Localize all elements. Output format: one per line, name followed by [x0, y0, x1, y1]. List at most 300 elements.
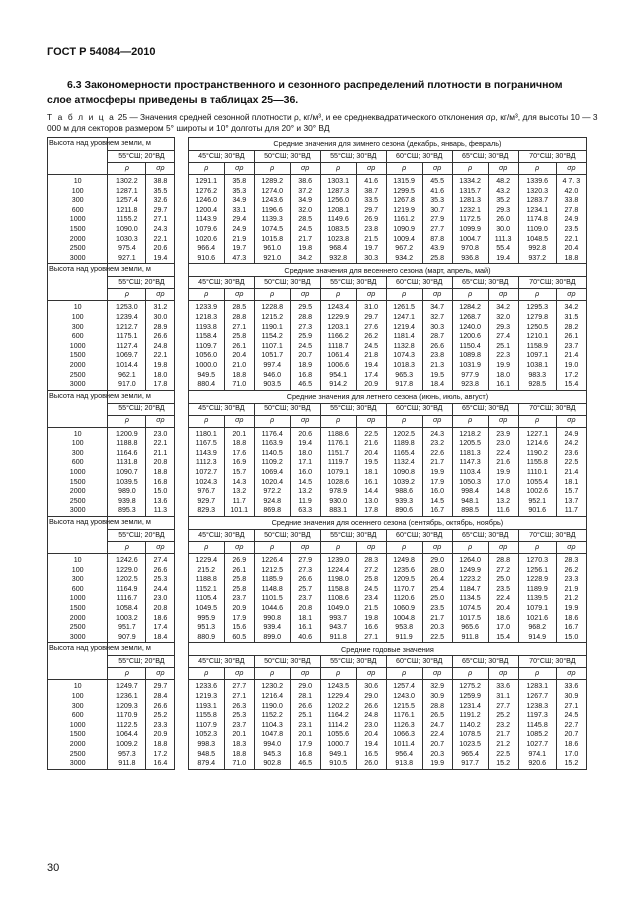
rho-value: 928.5 — [518, 380, 556, 390]
rho-value: 1030.3 — [108, 235, 146, 245]
rho-value: 1132.8 — [386, 342, 422, 352]
sigma-value: 23.6 — [556, 449, 586, 459]
rho-value: 1003.2 — [108, 614, 146, 624]
gap-cell — [175, 633, 188, 643]
sector-label: 55°СШ; 20°ВД — [108, 403, 175, 415]
sigma-value: 20.4 — [224, 351, 254, 361]
rho-value: 1145.8 — [518, 721, 556, 731]
sigma-value: 87.8 — [422, 235, 452, 245]
sector-label: 70°СШ; 30°ВД — [518, 277, 586, 289]
sigma-value: 23.7 — [556, 342, 586, 352]
sigma-value: 15.4 — [488, 633, 518, 643]
rho-value: 1200.6 — [452, 332, 488, 342]
sigma-value: 33.8 — [556, 196, 586, 206]
rho-value: 1202.2 — [320, 702, 356, 712]
table-caption — [47, 112, 607, 134]
rho-value: 1002.6 — [518, 487, 556, 497]
table-row — [48, 301, 587, 313]
rho-value: 1205.5 — [452, 439, 488, 449]
sigma-value: 46.5 — [290, 380, 320, 390]
sector-row — [48, 151, 587, 163]
section-title-row — [48, 138, 587, 151]
sigma-value: 21.5 — [356, 235, 386, 245]
sigma-symbol: σρ — [422, 163, 452, 175]
section-title-row — [48, 264, 587, 277]
rho-value: 1055.4 — [518, 478, 556, 488]
sigma-value: 71.0 — [224, 380, 254, 390]
rho-value: 1011.4 — [386, 740, 422, 750]
rho-value: 1047.8 — [254, 730, 290, 740]
sigma-value: 18.0 — [488, 371, 518, 381]
sigma-symbol: σρ — [556, 289, 586, 301]
rho-symbol: ρ — [188, 668, 224, 680]
section-title: Средние значения для весеннего сезона (март, апрель, май) — [188, 264, 586, 277]
sigma-symbol: σρ — [488, 163, 518, 175]
rho-value: 977.9 — [452, 371, 488, 381]
sigma-value: 27.1 — [224, 692, 254, 702]
rho-value: 1119.7 — [320, 458, 356, 468]
sector-label: 50°СШ; 30°ВД — [254, 151, 320, 163]
sigma-value: 18.6 — [556, 614, 586, 624]
sigma-value: 21.7 — [422, 614, 452, 624]
rho-value: 1126.3 — [386, 721, 422, 731]
table-row — [48, 225, 587, 235]
table-row — [48, 254, 587, 264]
sigma-value: 19.4 — [356, 740, 386, 750]
sigma-value: 27.4 — [146, 554, 175, 566]
rho-value: 1200.4 — [188, 206, 224, 216]
rho-value: 993.7 — [320, 614, 356, 624]
rho-value: 1103.4 — [452, 468, 488, 478]
rho-value: 1101.5 — [254, 594, 290, 604]
height-value: 600 — [48, 458, 108, 468]
sigma-value: 41.6 — [422, 187, 452, 197]
sigma-value: 19.4 — [488, 254, 518, 264]
rho-value: 1212.5 — [254, 566, 290, 576]
gap-cell — [175, 530, 188, 542]
table-row — [48, 244, 587, 254]
rho-value: 974.1 — [518, 750, 556, 760]
rho-value: 946.0 — [254, 371, 290, 381]
rho-symbol: ρ — [108, 163, 146, 175]
sigma-value: 20.6 — [290, 427, 320, 439]
rho-value: 943.7 — [320, 623, 356, 633]
sigma-value: 26.1 — [224, 342, 254, 352]
gap-cell — [175, 487, 188, 497]
sigma-symbol: σρ — [224, 163, 254, 175]
sigma-value: 19.5 — [356, 458, 386, 468]
rho-value: 1170.9 — [108, 711, 146, 721]
rho-symbol: ρ — [320, 163, 356, 175]
rho-value: 1227.1 — [518, 427, 556, 439]
rho-value: 1196.6 — [254, 206, 290, 216]
rho-value: 1024.3 — [188, 478, 224, 488]
sigma-value: 34.2 — [488, 301, 518, 313]
rho-value: 965.6 — [452, 623, 488, 633]
table-row — [48, 759, 587, 769]
rho-value: 1295.3 — [518, 301, 556, 313]
sigma-value: 17.4 — [356, 371, 386, 381]
rho-symbol: ρ — [108, 289, 146, 301]
gap-cell — [175, 380, 188, 390]
section-title-row — [48, 517, 587, 530]
rho-value: 1233.6 — [188, 680, 224, 692]
sigma-value: 32.7 — [422, 313, 452, 323]
sigma-symbol: σρ — [488, 289, 518, 301]
rho-value: 1234.1 — [518, 206, 556, 216]
sigma-symbol: σρ — [290, 289, 320, 301]
sector-label: 65°СШ; 30°ВД — [452, 151, 518, 163]
table-row — [48, 332, 587, 342]
sigma-value: 38.6 — [290, 175, 320, 187]
sigma-value: 38.8 — [146, 175, 175, 187]
rho-value: 994.0 — [254, 740, 290, 750]
sigma-symbol: σρ — [356, 415, 386, 427]
rho-value: 998.4 — [452, 487, 488, 497]
rho-value: 1078.5 — [452, 730, 488, 740]
table-row — [48, 740, 587, 750]
rho-value: 1216.4 — [254, 692, 290, 702]
rho-value: 1218.3 — [188, 313, 224, 323]
rho-value: 1000.7 — [320, 740, 356, 750]
sigma-value: 17.8 — [356, 506, 386, 516]
rho-value: 1107.9 — [188, 721, 224, 731]
height-header: Высота над уровнем земли, м — [48, 264, 108, 301]
rho-symbol: ρ — [386, 668, 422, 680]
sigma-value: 11.3 — [146, 506, 175, 516]
table-row — [48, 633, 587, 643]
sigma-value: 26.6 — [146, 332, 175, 342]
rho-value: 1267.8 — [386, 196, 422, 206]
rho-value: 1139.5 — [518, 594, 556, 604]
rho-value: 911.8 — [452, 633, 488, 643]
rho-value: 988.6 — [386, 487, 422, 497]
rho-value: 1104.3 — [254, 721, 290, 731]
rho-value: 899.0 — [254, 633, 290, 643]
rho-value: 1233.9 — [188, 301, 224, 313]
sigma-symbol: σρ — [356, 163, 386, 175]
rho-value: 1061.4 — [320, 351, 356, 361]
rho-symbol: ρ — [254, 163, 290, 175]
rho-value: 1058.4 — [108, 604, 146, 614]
sigma-value: 23.5 — [556, 225, 586, 235]
rho-symbol: ρ — [254, 415, 290, 427]
rho-value: 1150.4 — [452, 342, 488, 352]
rho-value: 934.2 — [386, 254, 422, 264]
sigma-value: 13.2 — [224, 487, 254, 497]
sigma-value: 101.1 — [224, 506, 254, 516]
sigma-symbol: σρ — [356, 542, 386, 554]
sigma-value: 23.4 — [356, 594, 386, 604]
sigma-symbol: σρ — [556, 668, 586, 680]
rho-symbol: ρ — [254, 668, 290, 680]
rho-value: 1118.7 — [320, 342, 356, 352]
rho-value: 1164.9 — [108, 585, 146, 595]
sigma-value: 20.9 — [224, 604, 254, 614]
rho-value: 1268.7 — [452, 313, 488, 323]
sigma-value: 25.2 — [488, 711, 518, 721]
rho-value: 1256.0 — [320, 196, 356, 206]
sigma-value: 18.8 — [224, 371, 254, 381]
rho-value: 968.2 — [518, 623, 556, 633]
rho-value: 1189.9 — [518, 585, 556, 595]
sigma-value: 24.9 — [224, 225, 254, 235]
gap-cell — [175, 517, 188, 530]
sigma-value: 24.9 — [556, 215, 586, 225]
rho-value: 1176.1 — [320, 439, 356, 449]
rho-value: 1184.7 — [452, 585, 488, 595]
sigma-value: 19.9 — [556, 604, 586, 614]
sigma-value: 24.5 — [356, 342, 386, 352]
rho-value: 1212.7 — [108, 323, 146, 333]
rho-value: 945.3 — [254, 750, 290, 760]
gap-cell — [175, 215, 188, 225]
rho-value: 1052.3 — [188, 730, 224, 740]
rho-value: 911.9 — [386, 633, 422, 643]
sigma-value: 15.0 — [146, 487, 175, 497]
table-row — [48, 458, 587, 468]
rho-value: 914.2 — [320, 380, 356, 390]
sigma-value: 29.0 — [422, 554, 452, 566]
sigma-value: 27.1 — [146, 215, 175, 225]
rho-value: 1148.8 — [254, 585, 290, 595]
sigma-value: 21.9 — [556, 585, 586, 595]
sigma-value: 17.9 — [224, 614, 254, 624]
sigma-value: 15.0 — [556, 633, 586, 643]
height-value: 2000 — [48, 614, 108, 624]
sigma-value: 19.4 — [356, 361, 386, 371]
rho-value: 1154.2 — [254, 332, 290, 342]
rho-value: 1056.0 — [188, 351, 224, 361]
sigma-value: 26.1 — [556, 332, 586, 342]
gap-cell — [175, 740, 188, 750]
rho-value: 939.8 — [108, 497, 146, 507]
rho-value: 1219.3 — [188, 692, 224, 702]
gap-cell — [175, 187, 188, 197]
gap-cell — [175, 668, 188, 680]
rho-value: 1163.9 — [254, 439, 290, 449]
sigma-value: 29.5 — [290, 301, 320, 313]
sigma-value: 28.0 — [422, 566, 452, 576]
rho-value: 1181.4 — [386, 332, 422, 342]
sigma-value: 19.9 — [488, 361, 518, 371]
sigma-value: 21.6 — [488, 458, 518, 468]
rho-value: 1218.2 — [452, 427, 488, 439]
rho-symbol: ρ — [108, 542, 146, 554]
sigma-value: 20.8 — [290, 604, 320, 614]
rho-value: 968.4 — [320, 244, 356, 254]
rho-symbol: ρ — [452, 163, 488, 175]
rho-value: 965.3 — [386, 371, 422, 381]
rho-value: 1031.9 — [452, 361, 488, 371]
rho-value: 1109.7 — [188, 342, 224, 352]
sigma-value: 18.1 — [356, 468, 386, 478]
gap-cell — [175, 468, 188, 478]
rho-value: 1256.1 — [518, 566, 556, 576]
rho-value: 1020.6 — [188, 235, 224, 245]
table-row — [48, 235, 587, 245]
rho-value: 1215.2 — [254, 313, 290, 323]
rho-value: 1259.9 — [452, 692, 488, 702]
rho-value: 954.1 — [320, 371, 356, 381]
sector-label: 65°СШ; 30°ВД — [452, 530, 518, 542]
rho-symbol: ρ — [254, 289, 290, 301]
table-row — [48, 206, 587, 216]
rho-value: 1079.1 — [518, 604, 556, 614]
sigma-value: 23.8 — [422, 351, 452, 361]
rho-value: 948.1 — [452, 497, 488, 507]
height-value: 300 — [48, 323, 108, 333]
sigma-symbol: σρ — [488, 415, 518, 427]
rho-value: 1015.8 — [254, 235, 290, 245]
rho-value: 917.7 — [452, 759, 488, 769]
rho-value: 1302.2 — [108, 175, 146, 187]
sigma-symbol: σρ — [290, 163, 320, 175]
sigma-symbol: σρ — [488, 668, 518, 680]
sigma-value: 28.8 — [488, 554, 518, 566]
rho-value: 1021.6 — [518, 614, 556, 624]
rho-value: 1023.8 — [320, 235, 356, 245]
rho-value: 1274.0 — [254, 187, 290, 197]
rho-value: 967.2 — [386, 244, 422, 254]
gap-cell — [175, 566, 188, 576]
rho-value: 1228.8 — [254, 301, 290, 313]
gap-cell — [175, 415, 188, 427]
sigma-value: 30.7 — [422, 206, 452, 216]
sigma-value: 25.3 — [224, 711, 254, 721]
sector-label: 55°СШ; 30°ВД — [320, 151, 386, 163]
sector-row — [48, 403, 587, 415]
sigma-value: 25.2 — [146, 711, 175, 721]
rho-value: 1291.1 — [188, 175, 224, 187]
gap-cell — [175, 594, 188, 604]
sigma-value: 15.2 — [488, 759, 518, 769]
rho-symbol: ρ — [320, 668, 356, 680]
sigma-value: 23.7 — [224, 721, 254, 731]
rho-value: 1014.4 — [108, 361, 146, 371]
table-row — [48, 342, 587, 352]
sigma-value: 16.7 — [422, 506, 452, 516]
rho-value: 1270.3 — [518, 554, 556, 566]
sigma-value: 21.6 — [356, 439, 386, 449]
table-row — [48, 323, 587, 333]
rho-value: 1069.7 — [108, 351, 146, 361]
gap-cell — [175, 585, 188, 595]
sigma-symbol: σρ — [556, 163, 586, 175]
table-row — [48, 614, 587, 624]
sigma-value: 26.6 — [422, 342, 452, 352]
rho-value: 917.8 — [386, 380, 422, 390]
sigma-value: 24.8 — [356, 711, 386, 721]
sigma-value: 19.9 — [488, 468, 518, 478]
table-caption-text: 25 — Значения средней сезонной плотности ρ, кг/м³, и ее среднеквадратического отклонения σρ, кг/м³, для высоты 10 — 3 000 м для секторов размером 5° широты и 10° долготы для 20° и 30° ВД — [47, 112, 598, 133]
rho-value: 1170.7 — [386, 585, 422, 595]
table-row — [48, 380, 587, 390]
sigma-value: 22.4 — [422, 730, 452, 740]
sector-label: 60°СШ; 30°ВД — [386, 403, 452, 415]
sigma-value: 17.2 — [556, 371, 586, 381]
table-row — [48, 750, 587, 760]
sigma-value: 23.3 — [556, 575, 586, 585]
rho-symbol: ρ — [518, 415, 556, 427]
sigma-value: 17.8 — [146, 380, 175, 390]
rho-value: 1161.2 — [386, 215, 422, 225]
height-value: 300 — [48, 575, 108, 585]
sigma-value: 21.2 — [488, 740, 518, 750]
sigma-value: 26.6 — [356, 702, 386, 712]
rho-value: 1038.1 — [518, 361, 556, 371]
rho-value: 1090.7 — [108, 468, 146, 478]
sigma-value: 18.4 — [146, 633, 175, 643]
sigma-value: 16.5 — [356, 750, 386, 760]
rho-value: 1191.2 — [452, 711, 488, 721]
gap-cell — [175, 175, 188, 187]
rho-value: 901.6 — [518, 506, 556, 516]
rho-value: 1198.0 — [320, 575, 356, 585]
rho-value: 1190.0 — [254, 702, 290, 712]
height-value: 1500 — [48, 478, 108, 488]
rho-value: 1334.2 — [452, 175, 488, 187]
sigma-value: 27.9 — [290, 554, 320, 566]
gap-cell — [175, 206, 188, 216]
sigma-symbol: σρ — [146, 542, 175, 554]
density-table — [47, 137, 587, 770]
sigma-value: 26.0 — [488, 215, 518, 225]
rho-value: 1228.9 — [518, 575, 556, 585]
section-title: Средние значения для летнего сезона (июнь, июль, август) — [188, 390, 586, 403]
sigma-value: 27.7 — [422, 225, 452, 235]
rho-value: 1239.0 — [320, 554, 356, 566]
sigma-symbol: σρ — [556, 542, 586, 554]
rho-value: 937.2 — [518, 254, 556, 264]
sector-label: 55°СШ; 20°ВД — [108, 151, 175, 163]
rho-value: 990.8 — [254, 614, 290, 624]
rho-value: 1219.4 — [386, 323, 422, 333]
sigma-value: 34.9 — [290, 196, 320, 206]
sigma-value: 34.2 — [556, 301, 586, 313]
height-value: 1500 — [48, 730, 108, 740]
gap-cell — [175, 604, 188, 614]
rho-value: 1039.2 — [386, 478, 422, 488]
rho-value: 1105.4 — [188, 594, 224, 604]
gap-cell — [175, 656, 188, 668]
document-header: ГОСТ Р 54084—2010 — [47, 46, 156, 58]
rho-value: 1072.7 — [188, 468, 224, 478]
table-row — [48, 427, 587, 439]
gap-cell — [175, 138, 188, 151]
sigma-value: 35.2 — [488, 196, 518, 206]
sigma-value: 29.3 — [488, 323, 518, 333]
sigma-value: 27.2 — [356, 566, 386, 576]
height-value: 3000 — [48, 759, 108, 769]
sigma-value: 21.5 — [356, 604, 386, 614]
sigma-value: 22.1 — [556, 235, 586, 245]
rho-symbol: ρ — [320, 289, 356, 301]
rho-value: 1143.9 — [188, 449, 224, 459]
sigma-value: 24.5 — [290, 225, 320, 235]
rho-value: 1158.9 — [518, 342, 556, 352]
rho-value: 1074.5 — [452, 604, 488, 614]
rho-symbol: ρ — [320, 542, 356, 554]
sigma-value: 21.0 — [224, 361, 254, 371]
height-value: 2500 — [48, 497, 108, 507]
sigma-symbol: σρ — [224, 415, 254, 427]
sigma-value: 19.7 — [224, 244, 254, 254]
table-row — [48, 585, 587, 595]
rho-value: 1165.4 — [386, 449, 422, 459]
sigma-value: 17.1 — [290, 458, 320, 468]
sigma-value: 14.8 — [488, 487, 518, 497]
